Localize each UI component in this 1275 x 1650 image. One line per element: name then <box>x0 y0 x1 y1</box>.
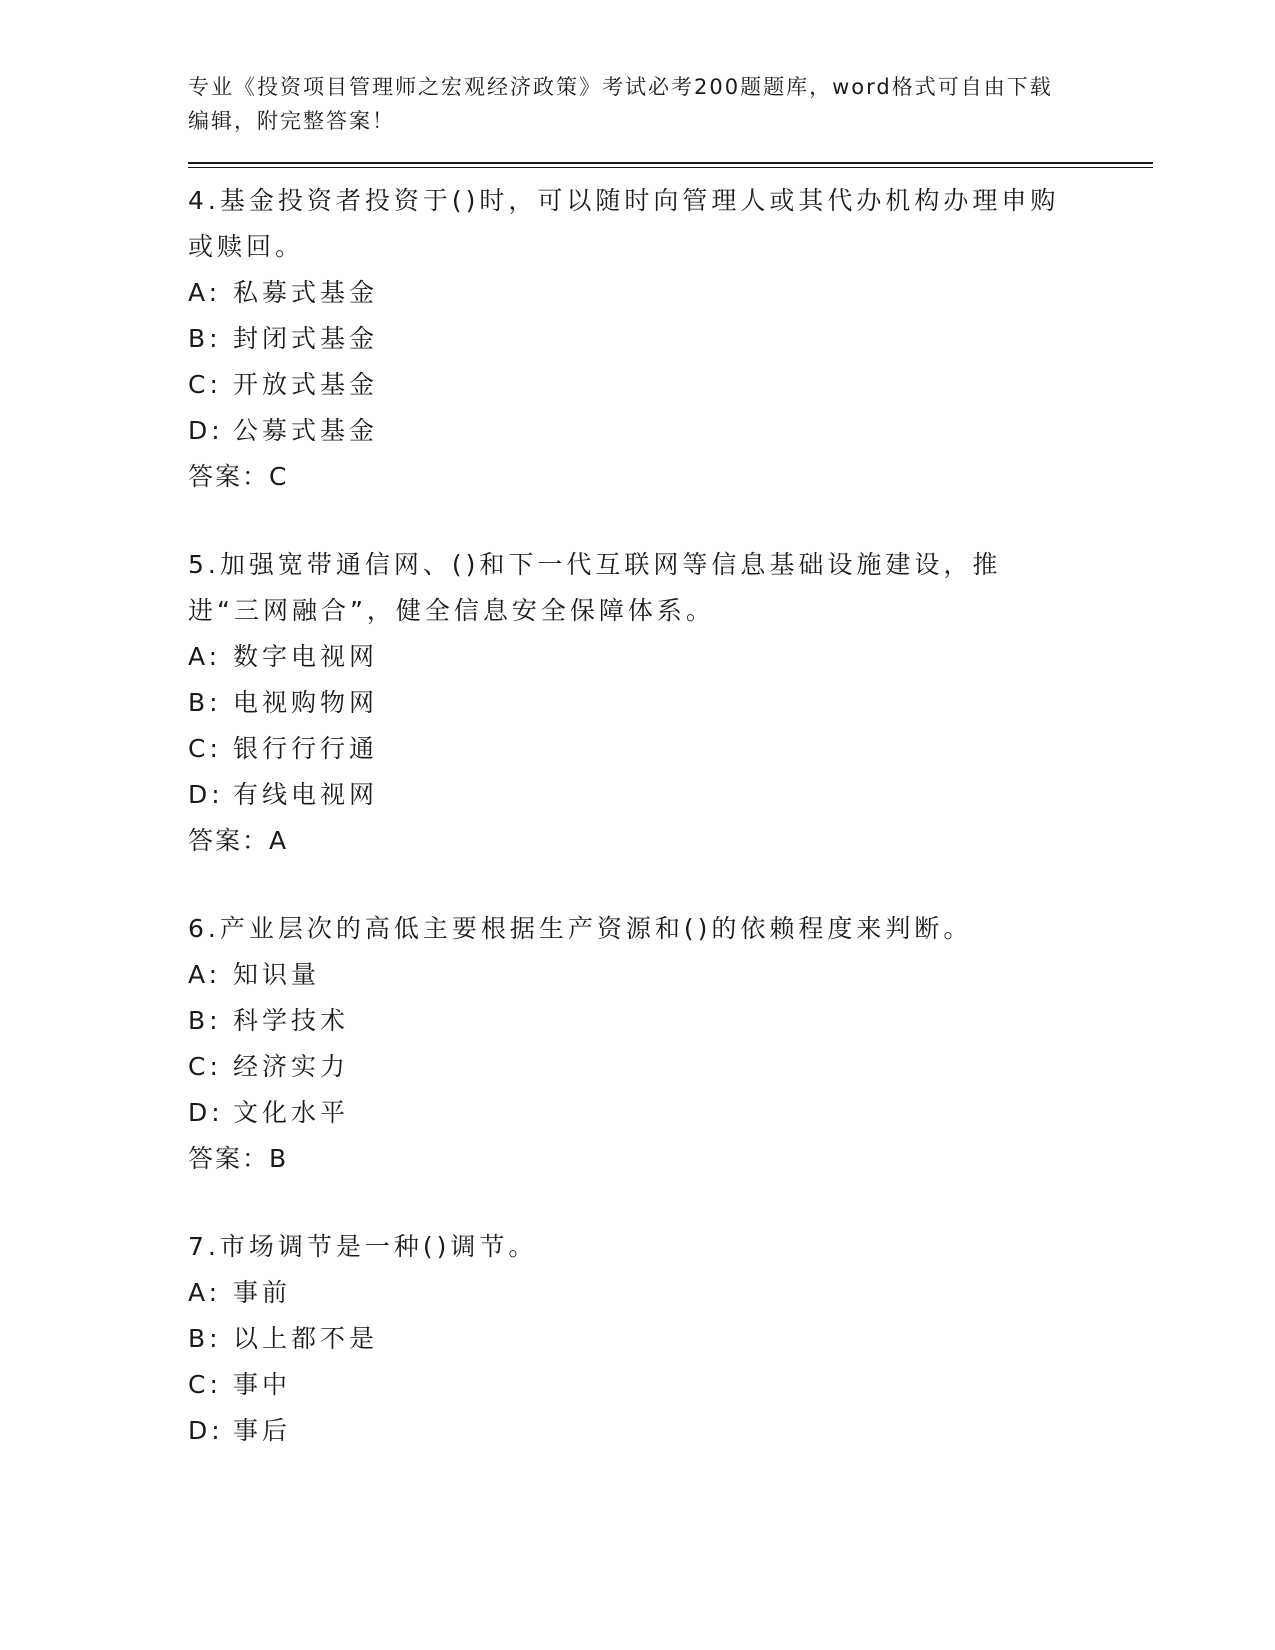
option-key: D: <box>188 1098 224 1127</box>
option-b <box>188 1316 1148 1362</box>
option-b <box>188 998 1148 1044</box>
option-text: 经济实力 <box>233 1052 350 1081</box>
option-text: 银行行行通 <box>233 734 379 763</box>
option-text: 电视购物网 <box>233 688 379 717</box>
option-a <box>188 1270 1148 1316</box>
option-d <box>188 1090 1148 1136</box>
option-a <box>188 270 1148 316</box>
option-key: A: <box>188 1278 222 1307</box>
option-c <box>188 362 1148 408</box>
header-divider <box>188 162 1153 168</box>
option-key: D: <box>188 1416 224 1445</box>
option-key: A: <box>188 278 222 307</box>
option-c <box>188 726 1148 772</box>
option-a <box>188 634 1148 680</box>
answer-line: 答案：B <box>188 1144 289 1173</box>
document-page <box>188 70 1148 1454</box>
option-text: 知识量 <box>233 960 321 989</box>
option-text: 科学技术 <box>233 1006 350 1035</box>
document-intro: 专业《投资项目管理师之宏观经济政策》考试必考200题题库，word格式可自由下载编辑，附完整答案！ <box>188 75 1053 133</box>
question-stem: 7.市场调节是一种()调节。 <box>188 1232 538 1261</box>
question-7 <box>188 1224 1148 1454</box>
question-4 <box>188 178 1148 500</box>
option-key: D: <box>188 780 224 809</box>
option-key: A: <box>188 642 222 671</box>
option-b <box>188 316 1148 362</box>
option-d <box>188 408 1148 454</box>
option-text: 事后 <box>233 1416 292 1445</box>
option-a <box>188 952 1148 998</box>
option-key: C: <box>188 1052 222 1081</box>
answer-line: 答案：C <box>188 462 289 491</box>
option-text: 公募式基金 <box>233 416 379 445</box>
question-5 <box>188 542 1148 864</box>
option-key: B: <box>188 1324 222 1353</box>
answer-line: 答案：A <box>188 826 289 855</box>
option-c <box>188 1044 1148 1090</box>
option-text: 封闭式基金 <box>233 324 379 353</box>
option-d <box>188 1408 1148 1454</box>
option-text: 事中 <box>233 1370 292 1399</box>
option-text: 开放式基金 <box>233 370 379 399</box>
option-key: C: <box>188 370 222 399</box>
option-c <box>188 1362 1148 1408</box>
option-key: C: <box>188 1370 222 1399</box>
option-key: B: <box>188 324 222 353</box>
option-b <box>188 680 1148 726</box>
question-stem: 4.基金投资者投资于()时，可以随时向管理人或其代办机构办理申购或赎回。 <box>188 186 1060 261</box>
option-text: 有线电视网 <box>233 780 379 809</box>
option-key: D: <box>188 416 224 445</box>
option-text: 以上都不是 <box>233 1324 379 1353</box>
question-stem: 6.产业层次的高低主要根据生产资源和()的依赖程度来判断。 <box>188 914 973 943</box>
option-text: 文化水平 <box>233 1098 350 1127</box>
option-key: B: <box>188 1006 222 1035</box>
option-key: B: <box>188 688 222 717</box>
option-text: 私募式基金 <box>233 278 379 307</box>
option-key: C: <box>188 734 222 763</box>
option-key: A: <box>188 960 222 989</box>
question-stem: 5.加强宽带通信网、()和下一代互联网等信息基础设施建设，推进“三网融合”，健全信息安全保障体系。 <box>188 550 1002 625</box>
option-text: 事前 <box>233 1278 292 1307</box>
option-d <box>188 772 1148 818</box>
option-text: 数字电视网 <box>233 642 379 671</box>
question-6 <box>188 906 1148 1182</box>
